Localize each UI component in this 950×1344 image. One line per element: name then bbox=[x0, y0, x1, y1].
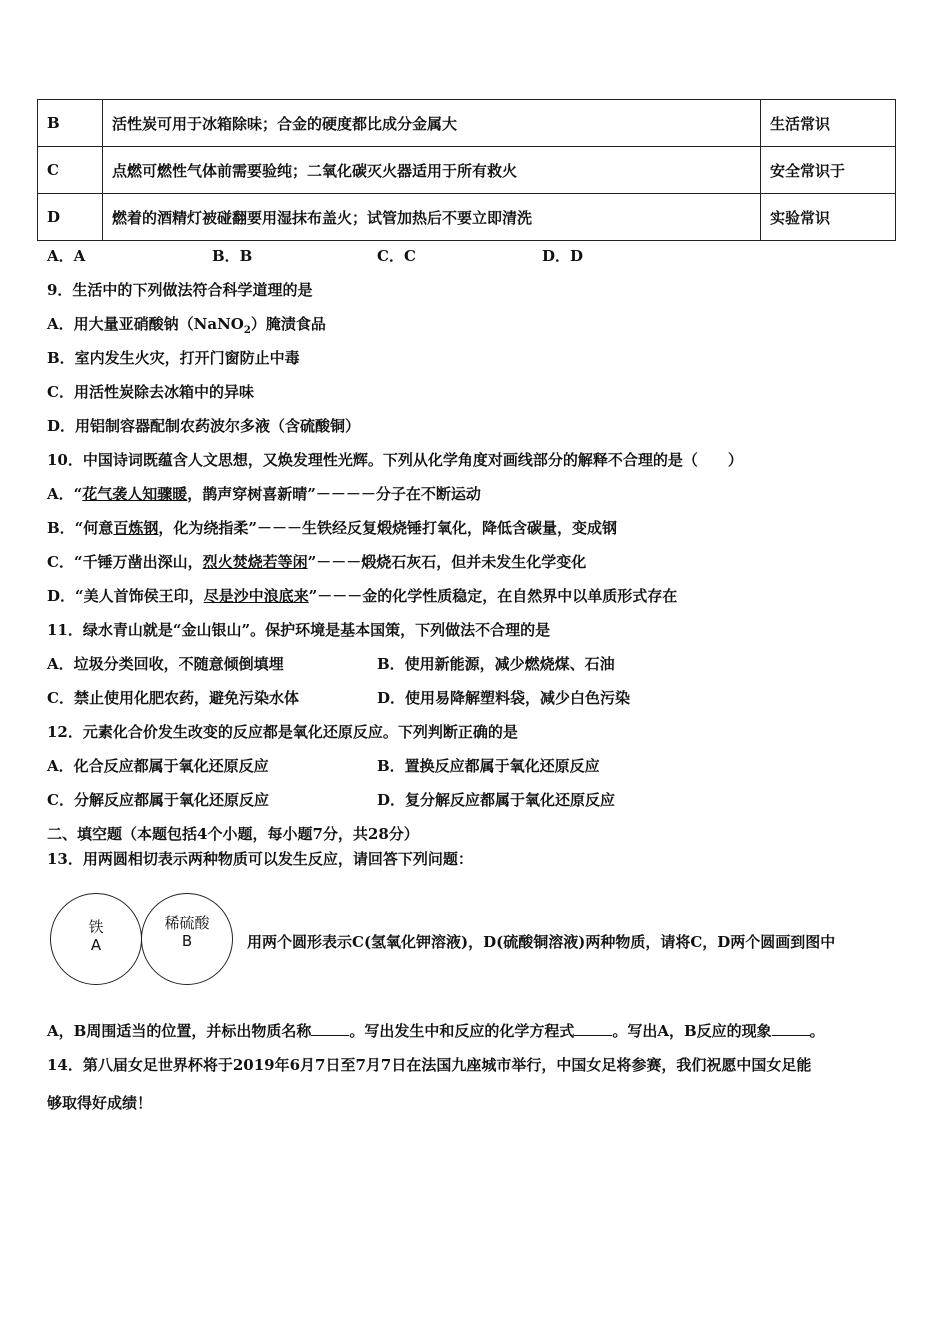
q10-d-underlined: 尽是沙中浪底来 bbox=[203, 587, 309, 605]
q10-a-pre: A．“ bbox=[47, 485, 83, 503]
q11-option-a: A．垃圾分类回收，不随意倾倒填埋 bbox=[47, 655, 284, 673]
q13-text-1: A，B周围适当的位置，并标出物质名称 bbox=[47, 1022, 312, 1040]
q10-option-c bbox=[47, 552, 586, 572]
q10-d-post: ”－－－金的化学性质稳定，在自然界中以单质形式存在 bbox=[308, 587, 678, 605]
q13-text-4: 。 bbox=[809, 1022, 825, 1040]
table-row bbox=[38, 147, 896, 194]
q12-option-d: D．复分解反应都属于氧化还原反应 bbox=[377, 791, 616, 809]
q13-text-2: 。写出发生中和反应的化学方程式 bbox=[349, 1022, 575, 1040]
q8-option-b: B．B bbox=[212, 247, 253, 265]
q9-a-text: A．用大量亚硝酸钠（NaNO bbox=[47, 315, 244, 333]
circle-a bbox=[50, 893, 142, 985]
q8-options bbox=[47, 246, 707, 266]
q10-b-underlined: 百炼钢 bbox=[113, 519, 159, 537]
circle-b-name: 稀硫酸 bbox=[164, 914, 210, 932]
q9-option-a bbox=[47, 314, 326, 341]
q10-option-d bbox=[47, 586, 677, 606]
row-content: 燃着的酒精灯被碰翻要用湿抹布盖火；试管加热后不要立即清洗 bbox=[103, 194, 761, 241]
q10-stem: 10．中国诗词既蕴含人文思想，又焕发理性光辉。下列从化学角度对画线部分的解释不合理的是（ ） bbox=[47, 451, 743, 469]
q12-options-row1 bbox=[47, 756, 907, 776]
q10-c-post: ”－－－煅烧石灰石，但并未发生化学变化 bbox=[307, 553, 587, 571]
q12-option-b: B．置换反应都属于氧化还原反应 bbox=[377, 757, 600, 775]
row-content: 点燃可燃性气体前需要验纯；二氧化碳灭火器适用于所有救火 bbox=[103, 147, 761, 194]
q12-stem: 12．元素化合价发生改变的反应都是氧化还原反应。下列判断正确的是 bbox=[47, 723, 518, 741]
q11-option-d: D．使用易降解塑料袋，减少白色污染 bbox=[377, 689, 631, 707]
q8-option-d: D．D bbox=[542, 247, 584, 265]
q10-a-underlined: 花气袭人知骤暖 bbox=[82, 485, 188, 503]
circle-a-letter: A bbox=[90, 936, 102, 954]
q10-option-b bbox=[47, 518, 617, 538]
q11-options-row1 bbox=[47, 654, 907, 674]
circle-b-letter: B bbox=[181, 932, 193, 950]
q12-options-row2 bbox=[47, 790, 907, 810]
q9-option-d: D．用铝制容器配制农药波尔多液（含硫酸铜） bbox=[47, 417, 361, 435]
q14-line1: 14．第八届女足世界杯将于2019年6月7日至7月7日在法国九座城市举行，中国女足将参赛，我们祝愿中国女足能 bbox=[47, 1056, 812, 1074]
q10-b-post: ，化为绕指柔”－－－生铁经反复煅烧锤打氧化，降低含碳量，变成钢 bbox=[158, 519, 617, 537]
q13-line2 bbox=[47, 1020, 825, 1041]
q12-option-c: C．分解反应都属于氧化还原反应 bbox=[47, 791, 269, 809]
circle-a-name: 铁 bbox=[88, 918, 104, 936]
q10-c-pre: C．“千锤万凿出深山， bbox=[47, 553, 203, 571]
answer-blank-3[interactable] bbox=[772, 1020, 810, 1036]
q9-a-subscript: 2 bbox=[243, 325, 251, 336]
q9-stem: 9．生活中的下列做法符合科学道理的是 bbox=[47, 281, 313, 299]
q9-option-b: B．室内发生火灾，打开门窗防止中毒 bbox=[47, 349, 300, 367]
q12-option-a: A．化合反应都属于氧化还原反应 bbox=[47, 757, 269, 775]
q11-stem: 11．绿水青山就是“金山银山”。保护环境是基本国策，下列做法不合理的是 bbox=[47, 621, 551, 639]
answer-blank-1[interactable] bbox=[311, 1020, 349, 1036]
q9-option-c: C．用活性炭除去冰箱中的异味 bbox=[47, 383, 254, 401]
answer-blank-2[interactable] bbox=[574, 1020, 612, 1036]
q13-side-text: 用两个圆形表示C(氢氧化钾溶液)，D(硫酸铜溶液)两种物质，请将C，D两个圆画到图中 bbox=[247, 933, 836, 951]
q13-text-3: 。写出A，B反应的现象 bbox=[612, 1022, 772, 1040]
tangent-circles-diagram bbox=[50, 893, 240, 985]
circle-b bbox=[141, 893, 233, 985]
knowledge-table bbox=[37, 99, 896, 241]
table-row bbox=[38, 194, 896, 241]
row-letter: B bbox=[38, 100, 103, 147]
q10-b-pre: B．“何意 bbox=[47, 519, 114, 537]
q13-stem: 13．用两圆相切表示两种物质可以发生反应，请回答下列问题： bbox=[47, 850, 473, 868]
section-heading: 二、填空题（本题包括4个小题，每小题7分，共28分） bbox=[47, 825, 419, 843]
q8-option-a: A．A bbox=[47, 247, 86, 265]
row-category: 生活常识 bbox=[761, 100, 896, 147]
q10-c-underlined: 烈火焚烧若等闲 bbox=[202, 553, 308, 571]
row-letter: C bbox=[38, 147, 103, 194]
q9-a-text-end: ）腌渍食品 bbox=[250, 315, 326, 333]
q11-option-c: C．禁止使用化肥农药，避免污染水体 bbox=[47, 689, 299, 707]
row-category: 安全常识于 bbox=[761, 147, 896, 194]
row-category: 实验常识 bbox=[761, 194, 896, 241]
q8-option-c: C．C bbox=[377, 247, 416, 265]
q14-line2: 够取得好成绩！ bbox=[47, 1094, 153, 1112]
table-row bbox=[38, 100, 896, 147]
row-content: 活性炭可用于冰箱除味；合金的硬度都比成分金属大 bbox=[103, 100, 761, 147]
q11-options-row2 bbox=[47, 688, 907, 708]
q10-d-pre: D．“美人首饰侯王印， bbox=[47, 587, 204, 605]
q10-a-post: ，鹊声穿树喜新晴”－－－－分子在不断运动 bbox=[187, 485, 481, 503]
row-letter: D bbox=[38, 194, 103, 241]
q10-option-a bbox=[47, 484, 481, 504]
q11-option-b: B．使用新能源，减少燃烧煤、石油 bbox=[377, 655, 615, 673]
